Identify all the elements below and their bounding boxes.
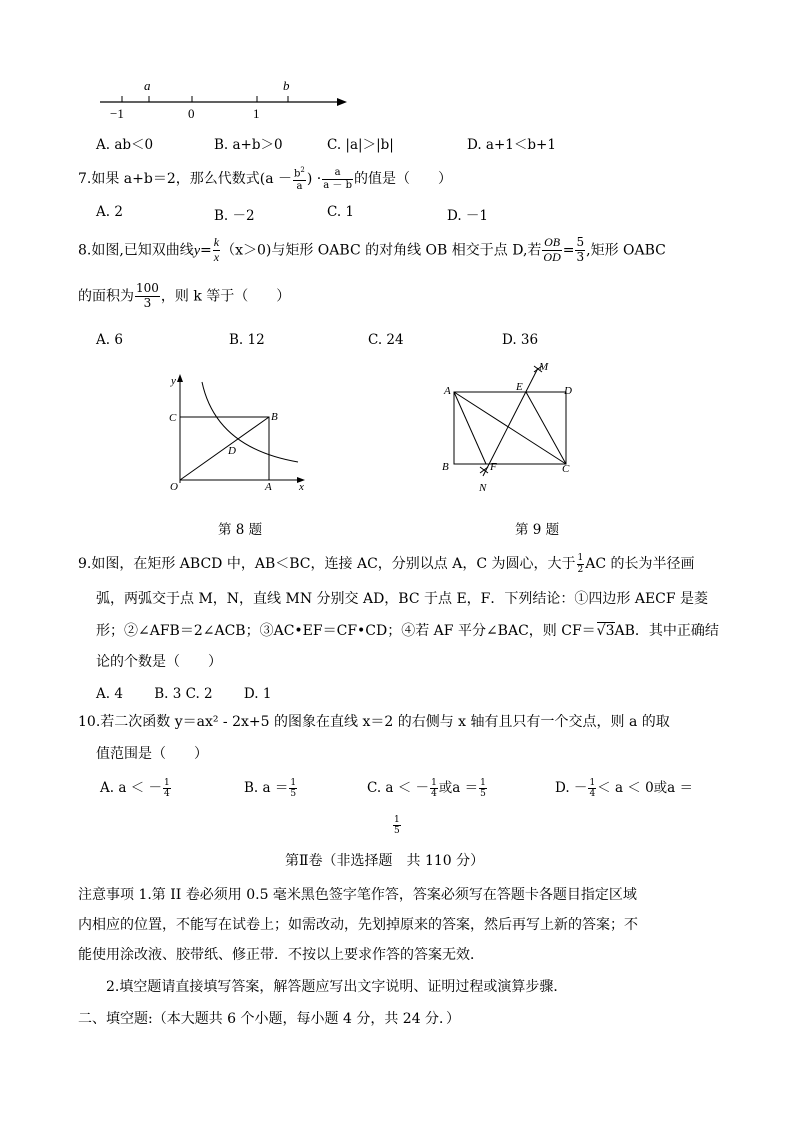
fig8-point-c: C <box>169 412 177 424</box>
point-a-label: a <box>144 78 151 93</box>
q10-option-c: C. a ＜ － $\frac{1}{4}$ 或a ＝ $\frac{1}{5}$ <box>367 777 486 799</box>
tick-zero: 0 <box>188 106 195 121</box>
q7-option-c: C. 1 <box>327 204 355 220</box>
fig9-caption: 第 9 题 <box>515 522 560 538</box>
fig9-point-f: F <box>490 461 497 473</box>
question-8-line2: 的面积为 $\frac{100}{3}$ ，则 k 等于（ ） <box>78 281 291 310</box>
question-9-line2: 弧，两弧交于点 M，N，直线 MN 分别交 AD，BC 于点 E，F．下列结论：①四边形 AECF 是菱 <box>96 591 709 607</box>
part2-note-line2: 内相应的位置，不能写在试卷上；如需改动，先划掉原来的答案，然后再写上新的答案；不 <box>78 917 638 933</box>
fig8-point-b: B <box>271 411 278 423</box>
figure-9 <box>438 360 588 495</box>
question-9-line1: 9.如图，在矩形 ABCD 中，AB＜BC，连接 AC，分别以点 A，C 为圆心，大于 $\frac{1}{2}$ AC 的长为半径画 <box>78 553 695 575</box>
q7-option-a: A. 2 <box>96 204 123 220</box>
fig8-x-label: x <box>299 481 304 493</box>
part2-note-line1: 注意事项 1.第 II 卷必须用 0.5 毫米黑色签字笔作答，答案必须写在答题卡各题目指定区域 <box>78 887 637 903</box>
q10-option-a: A. a ＜ － $\frac{1}{4}$ <box>100 777 170 799</box>
number-line-figure <box>95 74 355 122</box>
q8-option-a: A. 6 <box>96 332 123 348</box>
fig9-point-c: C <box>562 463 570 475</box>
fig9-point-b: B <box>442 461 449 473</box>
q7-option-b: B. －2 <box>214 208 255 224</box>
q9-options: A. 4 B. 3 C. 2 D. 1 <box>96 686 272 702</box>
tick-minus-one: −1 <box>110 106 124 121</box>
question-7: 7.如果 a+b＝2，那么代数式(a － $\frac{b^2}{a}$ ) · $\frac{a}{a - b}$ 的值是（ ） <box>78 166 452 192</box>
part2-note-line3: 能使用涂改液、胶带纸、修正带．不按以上要求作答的答案无效． <box>78 947 484 963</box>
fig9-point-n: N <box>479 482 487 494</box>
fig8-point-o: O <box>170 481 178 493</box>
q10-option-d-fraction-wrap: $\frac{1}{5}$ <box>394 815 400 837</box>
question-9-line4: 论的个数是（ ） <box>96 654 222 670</box>
question-8-line1: 8.如图,已知双曲线y= $\frac{k}{x}$ （x＞0)与矩形 OABC 的对角线 OB 相交于点 D,若 $\frac{OB}{OD}$ = $\frac{5}{3}$ ,矩形 OABC <box>78 235 666 264</box>
q6-option-d: D. a+1＜b+1 <box>467 137 556 153</box>
fig8-point-a: A <box>265 481 272 493</box>
question-9-line3: 形；②∠AFB＝2∠ACB；③AC•EF＝CF•CD；④若 AF 平分∠BAC，则 CF＝√3AB．其中正确结 <box>96 623 719 639</box>
q6-option-c: C. |a|＞|b| <box>327 137 394 153</box>
q6-option-a: A. ab＜0 <box>96 137 154 153</box>
part2-note-line4: 2.填空题请直接填写答案，解答题应写出文字说明、证明过程或演算步骤． <box>106 979 568 995</box>
fig8-y-label: y <box>171 375 176 387</box>
q10-option-d: D. － $\frac{1}{4}$ ＜ a ＜ 0或a ＝ <box>555 777 694 799</box>
fig9-point-d: D <box>564 385 572 397</box>
point-b-label: b <box>283 78 290 93</box>
part2-title: 第Ⅱ卷（非选择题 共 110 分） <box>285 853 485 869</box>
fig9-point-a: A <box>444 385 451 397</box>
fig8-point-d: D <box>228 445 236 457</box>
figure-8 <box>160 368 320 498</box>
q10-option-b: B. a ＝ $\frac{1}{5}$ <box>244 777 297 799</box>
section-fill-in-blank: 二、填空题:（本大题共 6 个小题，每小题 4 分，共 24 分．） <box>78 1011 461 1027</box>
fig8-caption: 第 8 题 <box>218 522 263 538</box>
question-10-line2: 值范围是（ ） <box>96 746 208 762</box>
q6-option-b: B. a+b＞0 <box>214 137 283 153</box>
q8-option-c: C. 24 <box>368 332 404 348</box>
q7-option-d: D. －1 <box>447 208 489 224</box>
tick-one: 1 <box>253 106 260 121</box>
fig9-point-m: M <box>539 361 549 373</box>
q8-option-d: D. 36 <box>502 332 539 348</box>
q8-option-b: B. 12 <box>229 332 265 348</box>
fig9-point-e: E <box>516 381 523 393</box>
question-10-line1: 10.若二次函数 y＝ax² - 2x+5 的图象在直线 x＝2 的右侧与 x 轴有且只有一个交点，则 a 的取 <box>78 714 670 730</box>
